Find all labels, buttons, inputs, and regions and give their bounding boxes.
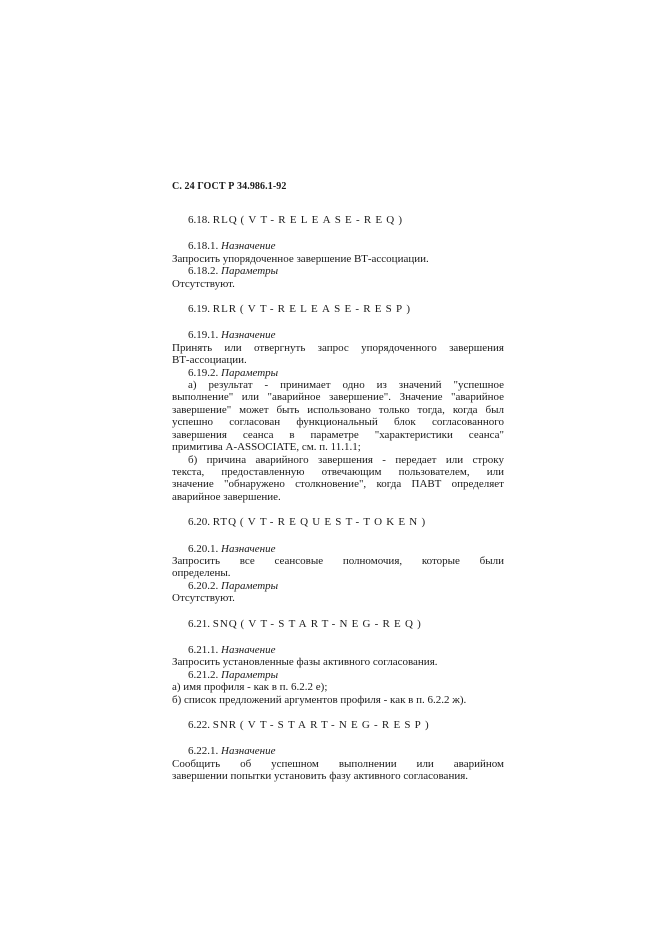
list-line: а) имя профиля - как в п. 6.2.2 е); [172,681,328,694]
list-line: завершения сеанса в параметре "характеристики сеанса" [172,428,504,441]
list-line: аварийное завершение. [172,490,281,503]
list-line: б) причина аварийного завершения - передает или строку [188,453,504,466]
section-heading-6-19: 6.19. RLR (VT-RELEASE-RESP) [188,303,415,316]
paragraph: Отсутствуют. [172,277,235,290]
subheading: 6.20.1. Назначение [188,542,276,555]
section-heading-6-20: 6.20. RTQ (VT-REQUEST-TOKEN) [188,516,430,529]
page-header: С. 24 ГОСТ Р 34.986.1-92 [172,181,287,192]
page-content [172,214,504,783]
subheading: 6.18.1. Назначение [188,240,276,253]
subheading: 6.19.2. Параметры [188,366,279,379]
section-body-6-20 [172,543,504,605]
paragraph-line: Сообщить об успешном выполнении или аварийном [172,757,504,770]
paragraph-line: определены. [172,567,231,580]
paragraph: Запросить упорядоченное завершение ВТ-ассоциации. [172,252,429,265]
subheading: 6.22.1. Назначение [188,745,276,758]
list-line: выполнение" или "аварийное завершение". Значение "аварийное [172,391,504,404]
list-line: а) результат - принимает одно из значений "успешное [188,379,504,392]
section-heading-6-18: 6.18. RLQ (VT-RELEASE-REQ) [188,214,407,226]
section-body-6-18 [172,240,504,290]
list-line: текста, предоставленную отвечающим пользователем, или [172,465,504,478]
subheading: 6.21.1. Назначение [188,643,276,656]
subheading: 6.21.2. Параметры [188,668,279,681]
list-line: завершение" может быть использовано только тогда, когда был [172,403,504,416]
section-body-6-22 [172,745,504,782]
section-heading-6-21: 6.21. SNQ (VT-START-NEG-REQ) [188,617,425,630]
paragraph-line: завершении попытки установить фазу активного согласования. [172,770,469,783]
section-body-6-21 [172,644,504,706]
section-body-6-19 [172,329,504,503]
paragraph-line: Принять или отвергнуть запрос упорядоченного завершения [172,341,504,354]
list-line: б) список предложений аргументов профиля - как в п. 6.2.2 ж). [172,693,467,706]
paragraph: Запросить установленные фазы активного согласования. [172,656,438,669]
subheading: 6.19.1. Назначение [188,329,276,342]
paragraph: Отсутствуют. [172,592,235,605]
list-line: примитива A-ASSOCIATE, см. п. 11.1.1; [172,441,361,454]
subheading: 6.18.2. Параметры [188,265,279,278]
paragraph-line: ВТ-ассоциации. [172,354,247,367]
section-heading-6-22: 6.22. SNR (VT-START-NEG-RESP) [188,719,433,731]
list-line: значение "обнаружено столкновение", когда ПАВТ определяет [172,478,504,491]
list-line: успешно согласован функциональный блок согласованного [172,416,504,429]
paragraph-line: Запросить все сеансовые полномочия, которые были [172,554,504,567]
subheading: 6.20.2. Параметры [188,579,279,592]
